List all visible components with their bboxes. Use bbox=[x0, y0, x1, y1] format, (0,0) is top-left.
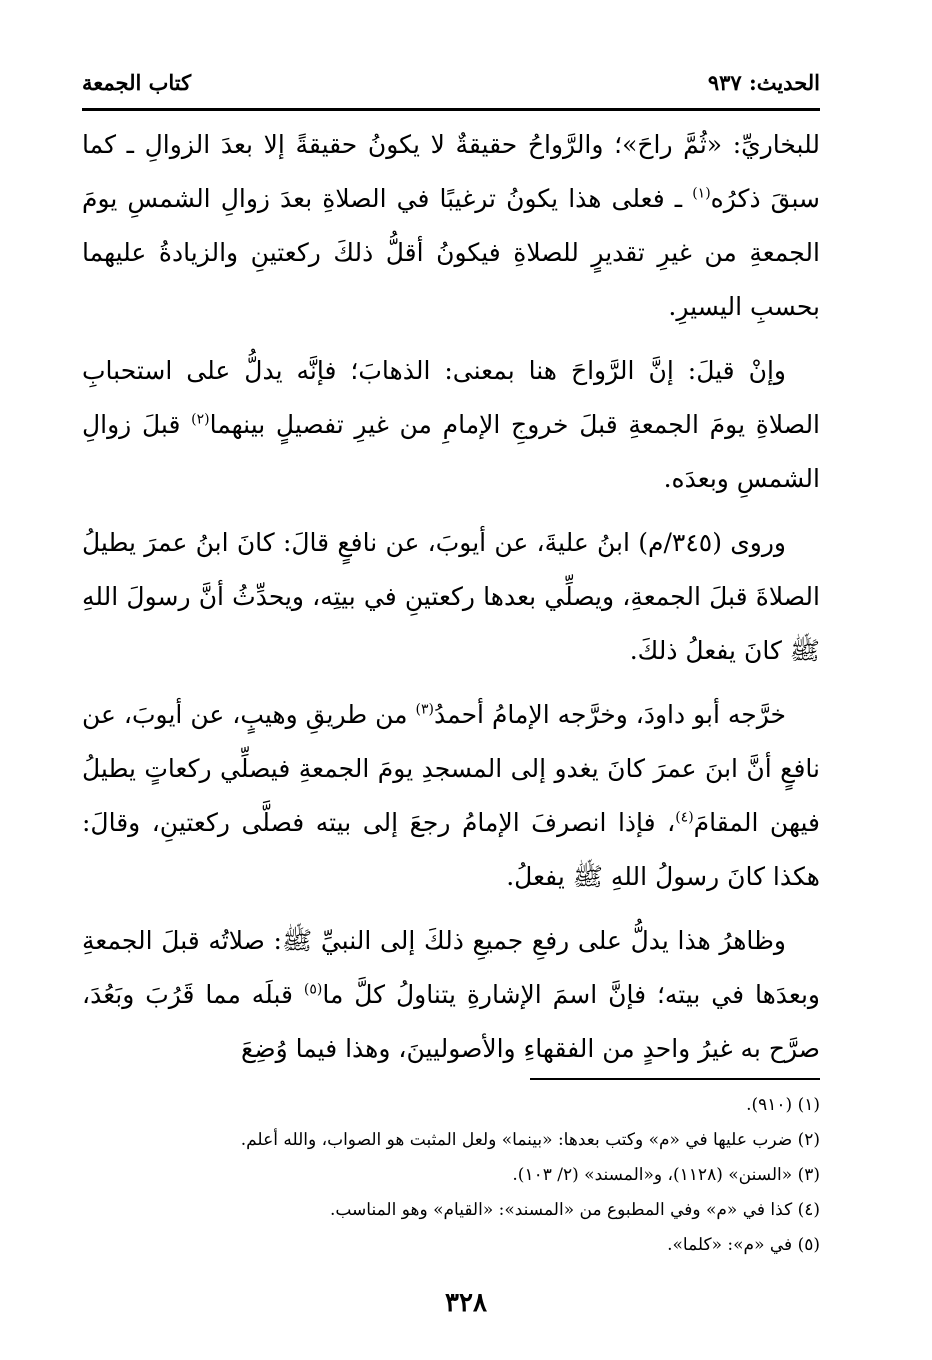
paragraph-5: وظاهرُ هذا يدلُّ على رفعِ جميعِ ذلكَ إلى النبيِّ ﷺ: صلاتُه قبلَ الجمعةِ وبعدَها في بيته؛ فإنَّ اسمَ الإشارةِ يتناولُ كلَّ ما$^{(٥)}$ قبلَه مما قَرُبَ وبَعُدَ، صرَّح به غيرُ واحدٍ من الفقهاءِ والأصوليينَ، وهذا فيما وُضِعَ bbox=[82, 926, 820, 1063]
paragraph-3: وروى (٣٤٥/م) ابنُ عليةَ، عن أيوبَ، عن نافعٍ قالَ: كانَ ابنُ عمرَ يطيلُ الصلاةَ قبلَ الجمعةِ، ويصلِّي بعدها ركعتينِ في بيتِه، ويحدِّثُ أنَّ رسولَ اللهِ ﷺ كانَ يفعلُ ذلكَ. bbox=[82, 528, 820, 665]
footnote-1: (١) (٩١٠). bbox=[746, 1095, 820, 1115]
header-divider bbox=[82, 108, 820, 111]
running-header bbox=[82, 70, 820, 104]
footnote-3: (٣) «السنن» (١١٢٨)، و«المسند» (٢/ ١٠٣). bbox=[512, 1165, 820, 1185]
footnote-ref-1: (١) bbox=[692, 185, 711, 202]
footnote-ref-5: (٥) bbox=[303, 981, 323, 998]
footnotes bbox=[82, 1090, 820, 1265]
hadith-number: الحديث: ٩٣٧ bbox=[707, 70, 820, 95]
footnote-2: (٢) ضرب عليها في «م» وكتب بعدها: «بينما» ولعل المثبت هو الصواب، والله أعلم. bbox=[240, 1130, 820, 1150]
footnote-ref-4: (٤) bbox=[675, 809, 694, 826]
paragraph-1: للبخاريِّ: «ثُمَّ راحَ»؛ والرَّواحُ حقيقةٌ لا يكونُ حقيقةً إلا بعدَ الزوالِ ـ كما سبقَ ذكرُه$^{(١)}$ ـ فعلى هذا يكونُ ترغيبًا في الصلاةِ بعدَ زوالِ الشمسِ يومَ الجمعةِ من غيرِ تقديرٍ للصلاةِ فيكونُ أقلُّ ذلكَ ركعتينِ والزيادةُ عليهما بحسبِ اليسيرِ. bbox=[82, 130, 821, 321]
footnote-ref-3: (٣) bbox=[415, 701, 434, 718]
footnote-ref-2: (٢) bbox=[191, 411, 210, 428]
book-title: كتاب الجمعة bbox=[82, 70, 192, 95]
footnote-5: (٥) في «م»: «كلما». bbox=[667, 1235, 820, 1255]
paragraph-4: خرَّجه أبو داودَ، وخرَّجه الإمامُ أحمدُ$^{(٣)}$ من طريقِ وهيبٍ، عن أيوبَ، عن نافعٍ أنَّ ابنَ عمرَ كانَ يغدو إلى المسجدِ يومَ الجمعةِ فيصلِّي ركعاتٍ يطيلُ فيهن المقامَ$^{(٤)}$، فإذا انصرفَ الإمامُ رجعَ إلى بيته فصلَّى ركعتينِ، وقالَ: هكذا كانَ رسولُ اللهِ ﷺ يفعلُ. bbox=[82, 700, 820, 891]
footnote-4: (٤) كذا في «م» وفي المطبوع من «المسند»: «القيام» وهو المناسب. bbox=[329, 1200, 820, 1220]
main-text bbox=[82, 118, 820, 1086]
paragraph-2: وإنْ قيلَ: إنَّ الرَّواحَ هنا بمعنى: الذهابَ؛ فإنَّه يدلُّ على استحبابِ الصلاةِ يومَ الجمعةِ قبلَ خروجِ الإمامِ من غيرِ تفصيلٍ بينهما$^{(٢)}$ قبلَ زوالِ الشمسِ وبعدَه. bbox=[82, 356, 821, 493]
page-number: ٣٢٨ bbox=[445, 1288, 487, 1318]
footnote-divider bbox=[530, 1078, 820, 1080]
